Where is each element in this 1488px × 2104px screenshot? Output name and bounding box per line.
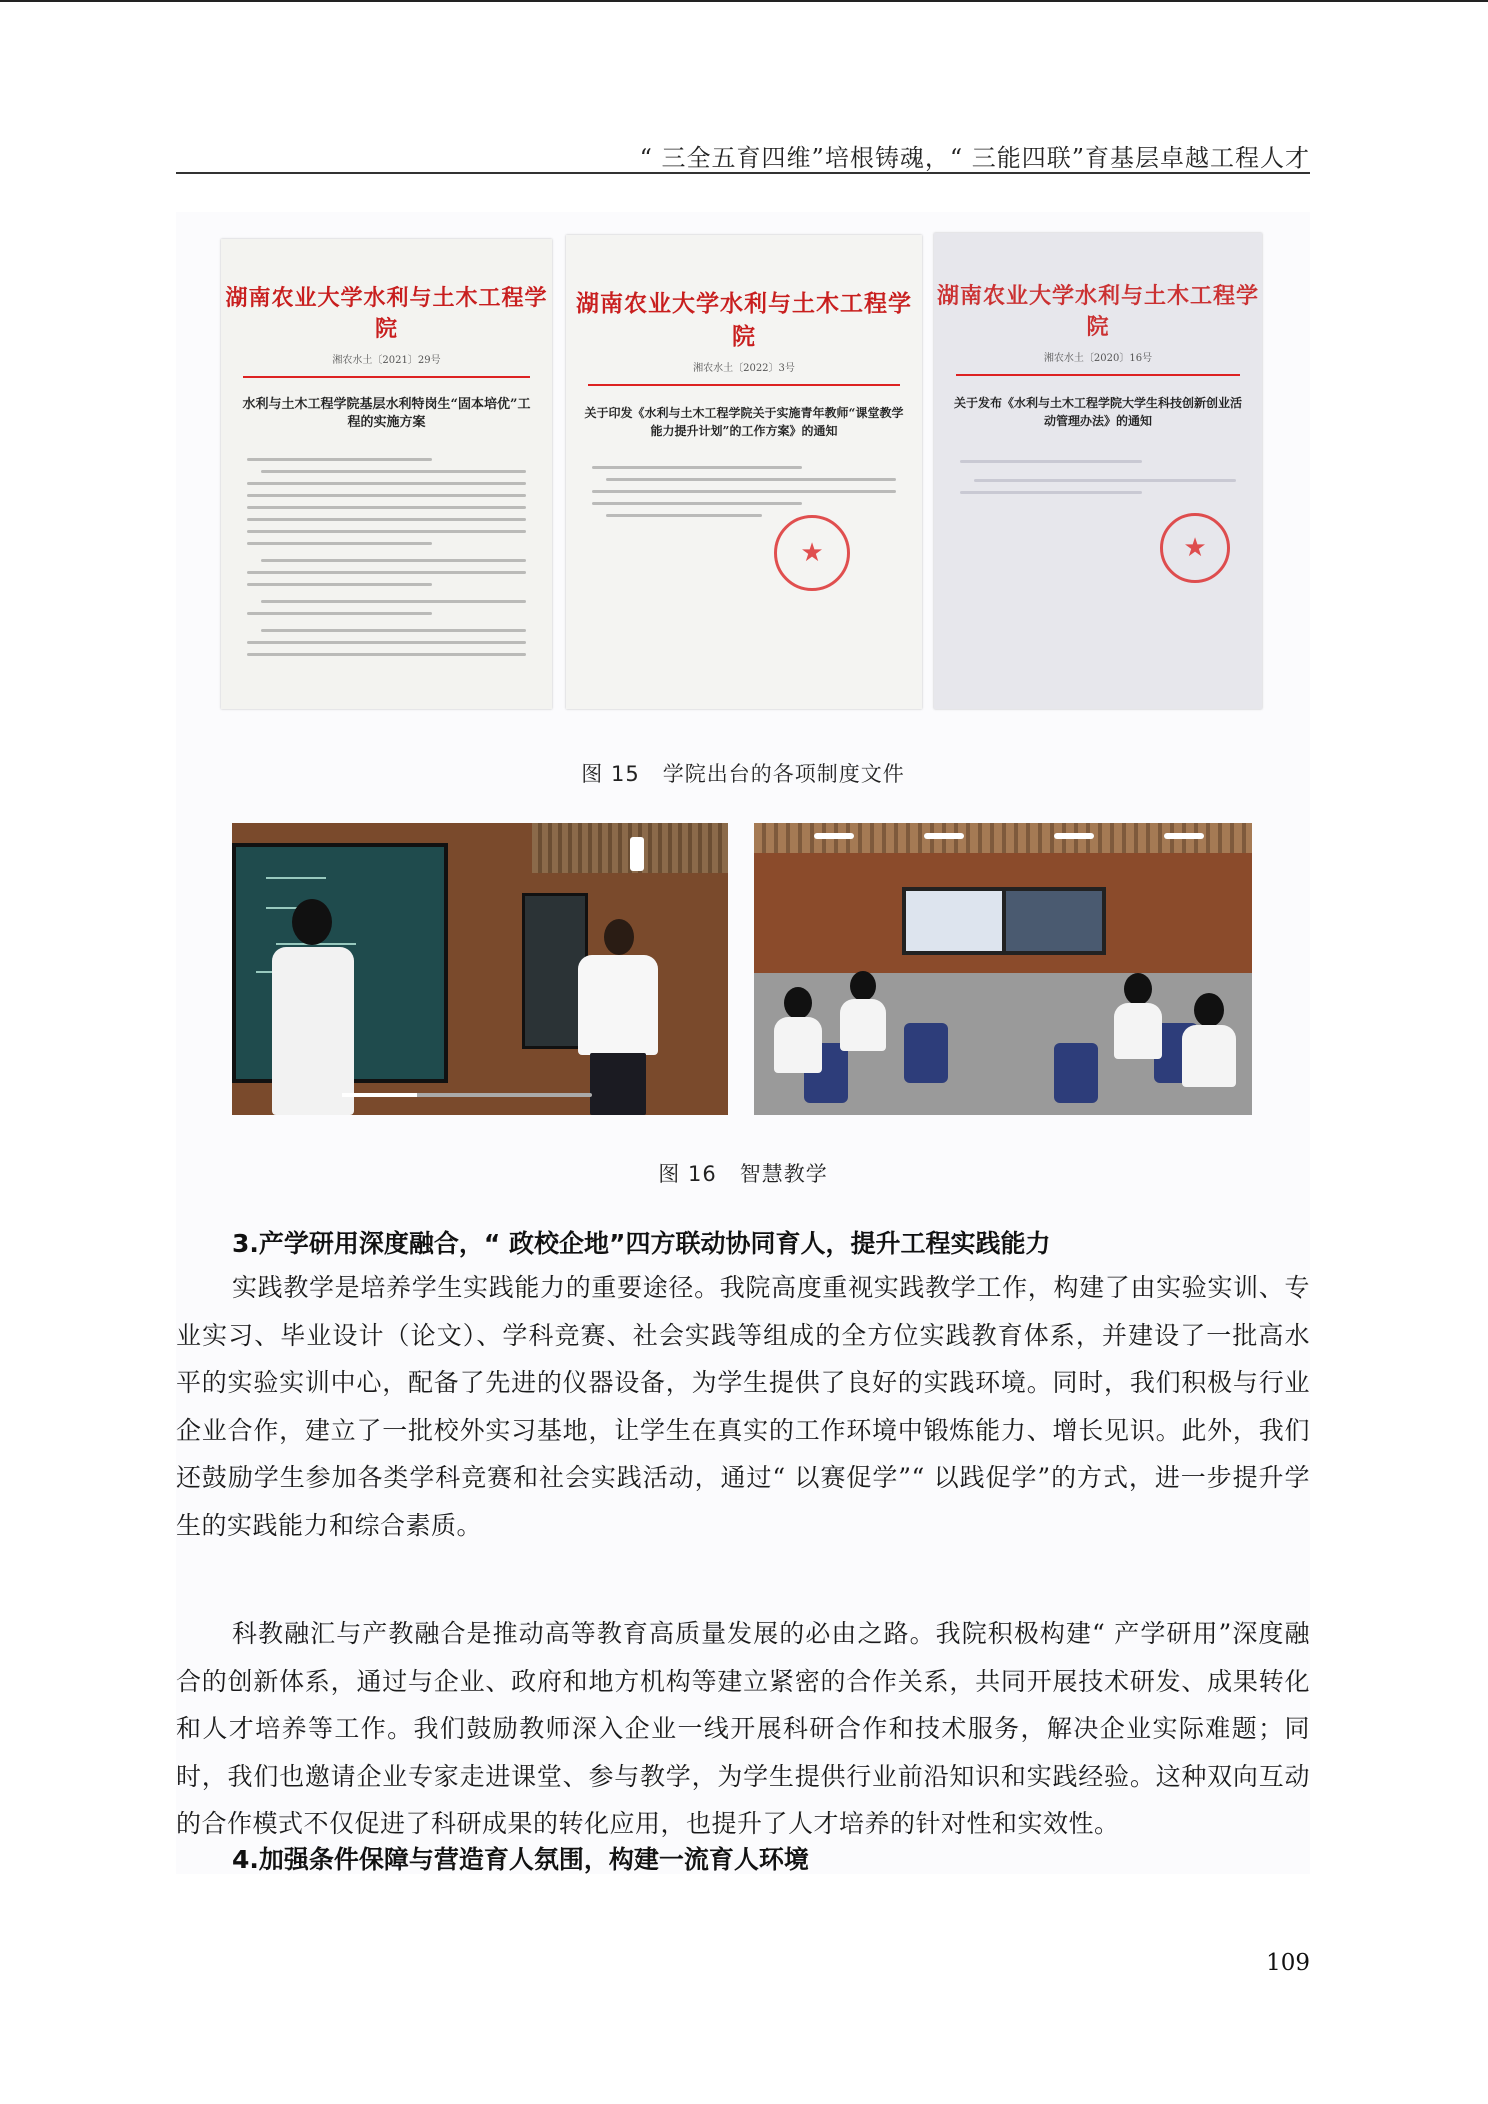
section-3-title: 产学研用深度融合，“ 政校企地”四方联动协同育人，提升工程实践能力 bbox=[258, 1229, 1051, 1258]
student-body bbox=[272, 947, 354, 1115]
text-line bbox=[247, 571, 526, 574]
figure-15-number: 图 15 bbox=[581, 762, 640, 786]
running-header: “ 三全五育四维”培根铸魂，“ 三能四联”育基层卓越工程人才 bbox=[639, 144, 1310, 172]
header-rule bbox=[176, 172, 1310, 174]
teacher-legs bbox=[590, 1053, 646, 1115]
teacher-body bbox=[578, 955, 658, 1055]
text-line bbox=[247, 482, 526, 485]
text-line bbox=[261, 559, 526, 562]
figure-15-text: 学院出台的各项制度文件 bbox=[662, 762, 905, 786]
smart-teaching-photo-classroom bbox=[754, 823, 1252, 1115]
text-line bbox=[261, 600, 526, 603]
page-number: 109 bbox=[1266, 1950, 1310, 1976]
document-number: 湘农水土〔2021〕29号 bbox=[332, 355, 441, 366]
video-progress-bar bbox=[342, 1093, 592, 1097]
document-red-rule bbox=[243, 376, 530, 378]
text-line bbox=[247, 506, 526, 509]
text-line bbox=[960, 460, 1142, 463]
text-line bbox=[247, 458, 432, 461]
figure-15-caption bbox=[176, 758, 1310, 788]
text-line bbox=[247, 641, 526, 644]
red-seal-icon: ★ bbox=[774, 515, 850, 591]
text-line bbox=[606, 514, 762, 517]
section-4-heading bbox=[232, 1840, 809, 1876]
text-line bbox=[592, 466, 802, 469]
figure-16-caption bbox=[176, 1158, 1310, 1188]
text-line bbox=[247, 494, 526, 497]
document-red-rule bbox=[956, 374, 1240, 376]
document-scan-1 bbox=[221, 239, 552, 709]
document-org: 湖南农业大学水利与土木工程学院 bbox=[576, 290, 912, 350]
document-number: 湘农水土〔2020〕16号 bbox=[1043, 353, 1153, 364]
document-org: 湖南农业大学水利与土木工程学院 bbox=[936, 283, 1259, 340]
text-line bbox=[261, 470, 526, 473]
text-line bbox=[247, 583, 432, 586]
document-scan-2 bbox=[566, 235, 922, 709]
section-3-paragraph-1: 实践教学是培养学生实践能力的重要途径。我院高度重视实践教学工作，构建了由实验实训、专业实习、毕业设计（论文）、学科竞赛、社会实践等组成的全方位实践教育体系，并建设了一批高水平的实验实训中心，配备了先进的仪器设备，为学生提供了良好的实践环境。同时，我们积极与行业企业合作，建立了一批校外实习基地，让学生在真实的工作环境中锻炼能力、增长见识。此外，我们还鼓励学生参加各类学科竞赛和社会实践活动，通过“ 以赛促学”“ 以践促学”的方式，进一步提升学生的实践能力和综合素质。 bbox=[176, 1273, 1310, 1540]
smart-teaching-photo-blackboard bbox=[232, 823, 728, 1115]
document-org: 湖南农业大学水利与土木工程学院 bbox=[225, 285, 548, 342]
figure-16-text: 智慧教学 bbox=[739, 1162, 828, 1186]
page-top-border bbox=[0, 0, 1488, 2]
display-screen-left bbox=[902, 887, 1006, 955]
document-number: 湘农水土〔2022〕3号 bbox=[693, 363, 795, 374]
figure-16-number: 图 16 bbox=[658, 1162, 717, 1186]
teacher-head bbox=[604, 919, 634, 955]
text-line bbox=[247, 530, 526, 533]
text-line bbox=[606, 478, 896, 481]
text-line bbox=[974, 479, 1236, 482]
display-screen-right bbox=[1002, 887, 1106, 955]
text-line bbox=[592, 502, 802, 505]
red-seal-icon: ★ bbox=[1160, 513, 1230, 583]
document-title: 关于发布《水利与土木工程学院大学生科技创新创业活动管理办法》的通知 bbox=[953, 396, 1242, 428]
section-4-title: 加强条件保障与营造育人氛围，构建一流育人环境 bbox=[258, 1845, 809, 1874]
text-line bbox=[247, 542, 432, 545]
section-3-heading bbox=[232, 1224, 1050, 1260]
document-scan-3 bbox=[934, 233, 1262, 709]
text-line bbox=[247, 518, 526, 521]
text-line bbox=[247, 612, 432, 615]
text-line bbox=[960, 491, 1142, 494]
document-title: 水利与土木工程学院基层水利特岗生“固本培优”工程的实施方案 bbox=[242, 397, 531, 430]
section-4-number: 4. bbox=[232, 1845, 259, 1874]
student-head bbox=[292, 899, 332, 945]
section-3-paragraph-2: 科教融汇与产教融合是推动高等教育高质量发展的必由之路。我院积极构建“ 产学研用”深度融合的创新体系，通过与企业、政府和地方机构等建立紧密的合作关系，共同开展技术研发、成果转化和人才培养等工作。我们鼓励教师深入企业一线开展科研合作和技术服务，解决企业实际难题；同时，我们也邀请企业专家走进课堂、参与教学，为学生提供行业前沿知识和实践经验。这种双向互动的合作模式不仅促进了科研成果的转化应用，也提升了人才培养的针对性和实效性。 bbox=[176, 1619, 1310, 1838]
document-red-rule bbox=[588, 384, 900, 386]
ceiling-light bbox=[630, 837, 644, 871]
text-line bbox=[261, 629, 526, 632]
text-line bbox=[247, 653, 526, 656]
section-3-number: 3. bbox=[232, 1229, 259, 1258]
document-title: 关于印发《水利与土木工程学院关于实施青年教师“课堂教学能力提升计划”的工作方案》的通知 bbox=[584, 406, 904, 438]
text-line bbox=[592, 490, 896, 493]
